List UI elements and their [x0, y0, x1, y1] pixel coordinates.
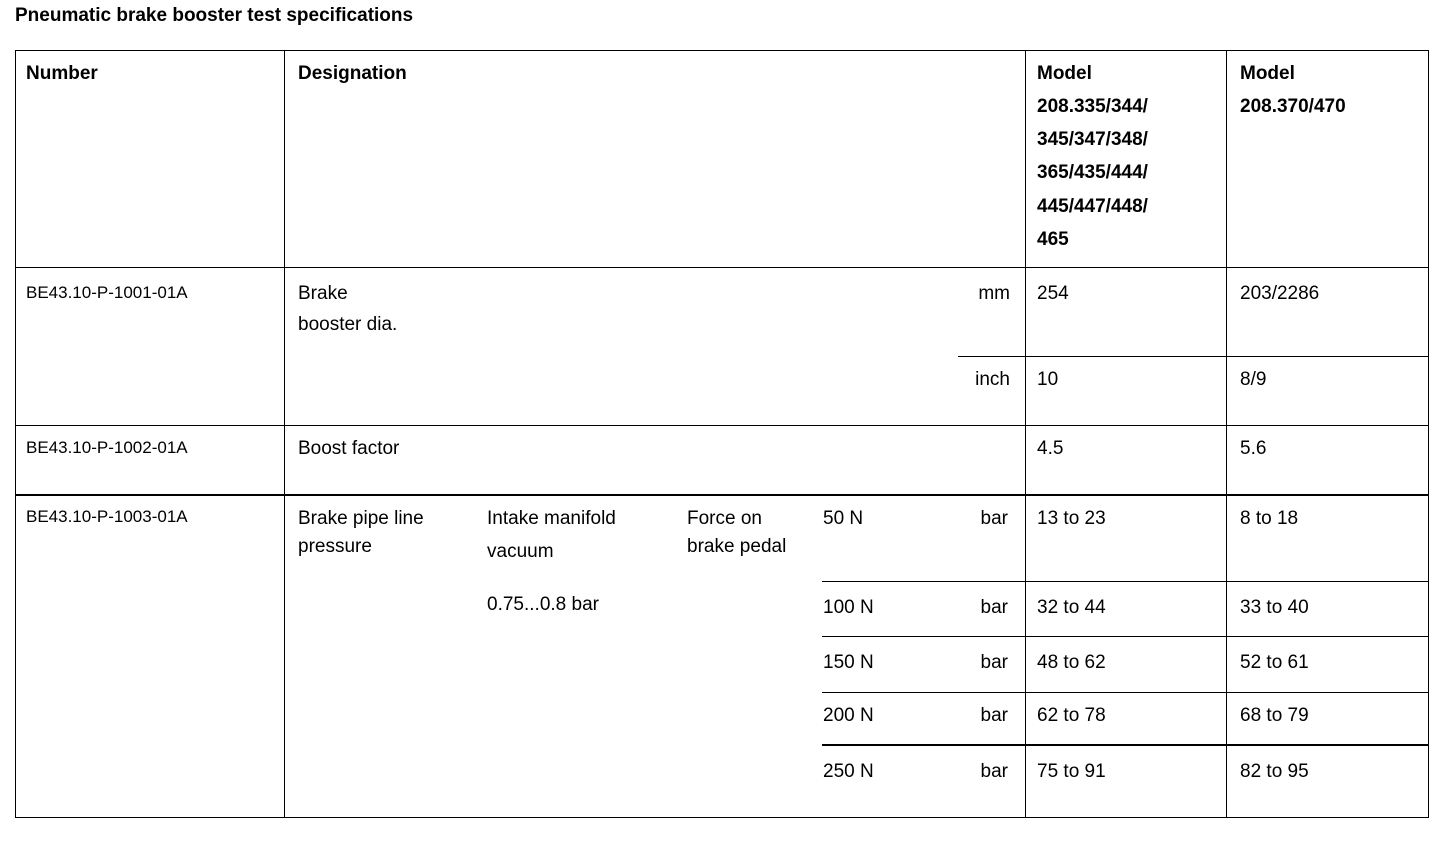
- row3-designation-line: Brake pipe line: [298, 508, 424, 529]
- row3-unit: bar: [980, 652, 1008, 673]
- row3-force-label-line: brake pedal: [687, 536, 787, 557]
- row1-designation-line: booster dia.: [298, 314, 398, 335]
- header-model-b-label: Model: [1240, 63, 1295, 84]
- header-designation: Designation: [298, 63, 407, 84]
- row3-value-a: 62 to 78: [1037, 705, 1106, 726]
- row3-unit: bar: [980, 705, 1008, 726]
- header-model-a-line: 365/435/444/: [1037, 162, 1148, 183]
- row3-value-b: 33 to 40: [1240, 597, 1309, 618]
- row1-unit-mm: mm: [978, 283, 1010, 304]
- table-frame: [15, 50, 1429, 818]
- row1-designation-line: Brake: [298, 283, 348, 304]
- row1-unit-inch: inch: [975, 369, 1010, 390]
- row3-designation-line: pressure: [298, 536, 372, 557]
- row3-value-b: 8 to 18: [1240, 508, 1299, 529]
- col-divider-designation: [1025, 50, 1026, 818]
- row-divider-sub-150: [822, 692, 1429, 693]
- row3-value-b: 52 to 61: [1240, 652, 1309, 673]
- col-divider-number: [284, 50, 285, 818]
- row1-value-b-inch: 8/9: [1240, 369, 1267, 390]
- row3-force: 50 N: [823, 508, 864, 529]
- row-divider-sub-mm: [958, 356, 1429, 357]
- row-divider-sub-50: [822, 581, 1429, 582]
- header-model-a-line: 345/347/348/: [1037, 129, 1148, 150]
- row3-force: 150 N: [823, 652, 874, 673]
- row2-value-a: 4.5: [1037, 438, 1064, 459]
- row1-value-a-inch: 10: [1037, 369, 1059, 390]
- row-divider-row1: [15, 425, 1429, 426]
- header-model-a-line: 445/447/448/: [1037, 196, 1148, 217]
- row3-unit: bar: [980, 508, 1008, 529]
- row3-force: 100 N: [823, 597, 874, 618]
- row2-value-b: 5.6: [1240, 438, 1267, 459]
- row3-unit: bar: [980, 597, 1008, 618]
- row3-value-a: 48 to 62: [1037, 652, 1106, 673]
- row2-number: BE43.10-P-1002-01A: [26, 438, 188, 457]
- row-divider-sub-100: [822, 636, 1429, 637]
- header-model-b-line: 208.370/470: [1240, 96, 1346, 117]
- row3-condition-line: vacuum: [487, 541, 554, 562]
- row3-unit: bar: [980, 761, 1008, 782]
- row2-designation: Boost factor: [298, 438, 400, 459]
- page-title: Pneumatic brake booster test specifications: [15, 5, 414, 26]
- row3-value-b: 82 to 95: [1240, 761, 1309, 782]
- row3-condition-line: Intake manifold: [487, 508, 616, 529]
- row3-number: BE43.10-P-1003-01A: [26, 507, 188, 526]
- header-number: Number: [26, 63, 98, 84]
- row3-value-a: 13 to 23: [1037, 508, 1106, 529]
- row3-value-a: 75 to 91: [1037, 761, 1106, 782]
- row3-condition-value: 0.75...0.8 bar: [487, 594, 599, 615]
- row-divider-sub-200: [822, 744, 1429, 746]
- col-divider-model: [1226, 50, 1227, 818]
- row3-value-b: 68 to 79: [1240, 705, 1309, 726]
- row-divider-header: [15, 267, 1429, 268]
- header-model-a-line: 208.335/344/: [1037, 96, 1148, 117]
- row3-force: 250 N: [823, 761, 874, 782]
- header-model-a-label: Model: [1037, 63, 1092, 84]
- row-divider-row2: [15, 494, 1429, 496]
- row3-force: 200 N: [823, 705, 874, 726]
- header-model-a-line: 465: [1037, 229, 1069, 250]
- row1-number: BE43.10-P-1001-01A: [26, 283, 188, 302]
- row1-value-b-mm: 203/2286: [1240, 283, 1320, 304]
- row3-force-label-line: Force on: [687, 508, 762, 529]
- row3-value-a: 32 to 44: [1037, 597, 1106, 618]
- row1-value-a-mm: 254: [1037, 283, 1069, 304]
